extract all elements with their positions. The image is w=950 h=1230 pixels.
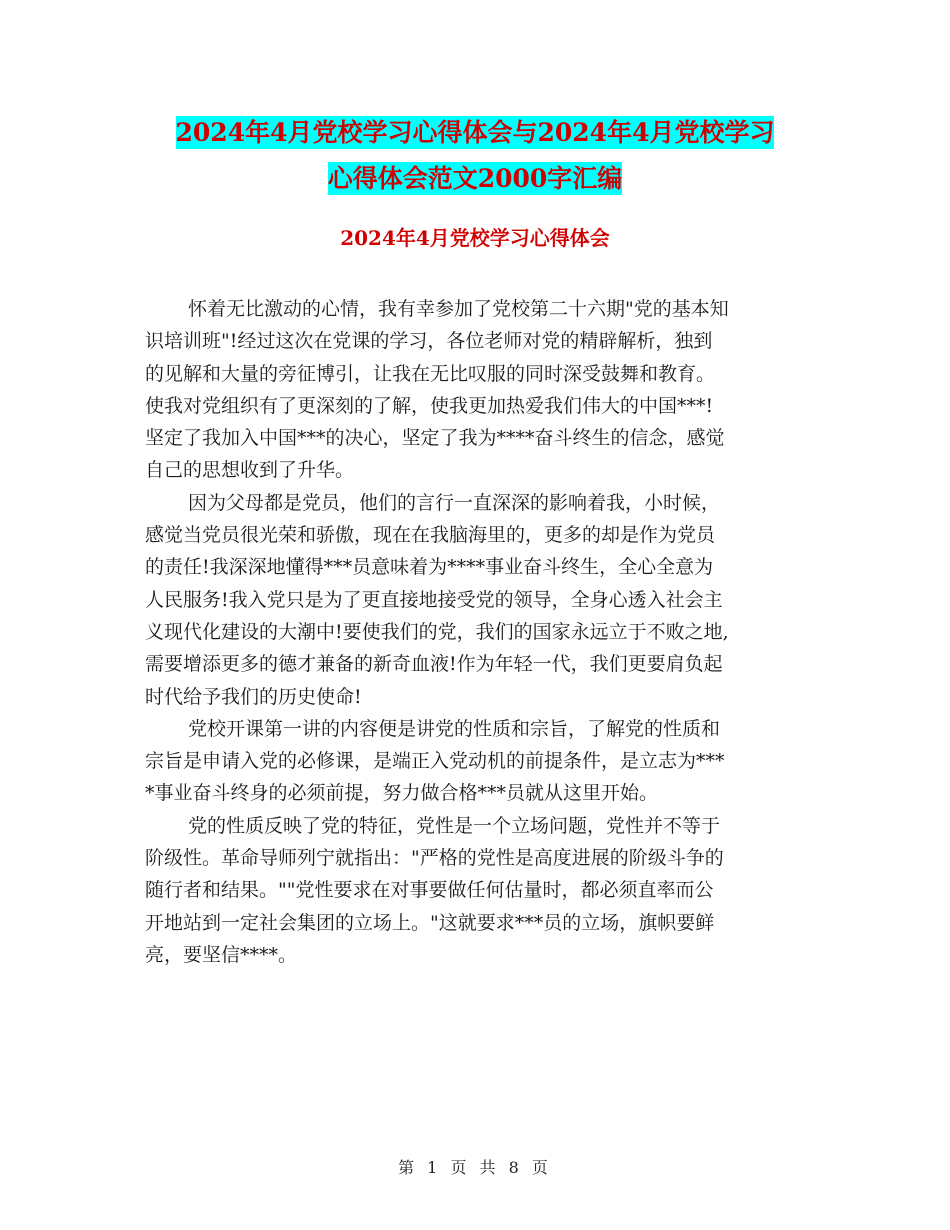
text-line: 因为父母都是党员，他们的言行一直深深的影响着我，小时候， [188, 491, 721, 514]
text-line: 使我对党组织有了更深刻的了解，使我更加热爱我们伟大的中国***! [145, 394, 714, 417]
text-line: 随行者和结果。""党性要求在对事要做任何估量时，都必须直率而公 [145, 879, 714, 902]
body-text [145, 293, 807, 971]
title-line-2: 心得体会范文2000字汇编 [327, 164, 623, 193]
text-line: 的责任!我深深地懂得***员意味着为****事业奋斗终生，全心全意为 [145, 556, 714, 579]
text-line: 党校开课第一讲的内容便是讲党的性质和宗旨，了解党的性质和 [188, 717, 721, 740]
paragraph [145, 293, 807, 487]
text-line: 时代给予我们的历史使命! [145, 685, 362, 708]
text-line: 义现代化建设的大潮中!要使我们的党，我们的国家永远立于不败之地, [145, 620, 729, 643]
paragraph [145, 487, 807, 713]
text-line: 开地站到一定社会集团的立场上。"这就要求***员的立场，旗帜要鲜 [145, 911, 715, 934]
text-line: 阶级性。革命导师列宁就指出："严格的党性是高度进展的阶级斗争的 [145, 847, 724, 870]
title-line-1: 2024年4月党校学习心得体会与2024年4月党校学习 [175, 118, 775, 147]
text-line: 人民服务!我入党只是为了更直接地接受党的领导，全身心透入社会主 [145, 588, 723, 611]
text-line: 需要增添更多的德才兼备的新奇血液!作为年轻一代，我们更要肩负起 [145, 653, 723, 676]
paragraph [145, 810, 807, 971]
text-line: 宗旨是申请入党的必修课，是端正入党动机的前提条件，是立志为*** [145, 750, 725, 773]
section-heading: 2024年4月党校学习心得体会 [340, 226, 610, 250]
text-line: 怀着无比激动的心情，我有幸参加了党校第二十六期"党的基本知 [188, 298, 729, 320]
text-line: 党的性质反映了党的特征，党性是一个立场问题，党性并不等于 [188, 814, 721, 837]
text-line: 的见解和大量的旁征博引，让我在无比叹服的同时深受鼓舞和教育。 [145, 362, 716, 385]
text-line: 识培训班"!经过这次在党课的学习，各位老师对党的精辟解析，独到 [145, 330, 713, 353]
text-line: 亮，要坚信****。 [145, 943, 298, 966]
text-line: 感觉当党员很光荣和骄傲，现在在我脑海里的，更多的却是作为党员 [145, 524, 716, 547]
page-footer: 第 1 页 共 8 页 [398, 1158, 552, 1177]
text-line: 自己的思想收到了升华。 [145, 459, 355, 482]
text-line: 坚定了我加入中国***的决心，坚定了我为****奋斗终生的信念，感觉 [145, 427, 725, 450]
paragraph [145, 713, 807, 810]
text-line: *事业奋斗终身的必须前提，努力做合格***员就从这里开始。 [145, 782, 659, 805]
document-title [0, 110, 950, 202]
